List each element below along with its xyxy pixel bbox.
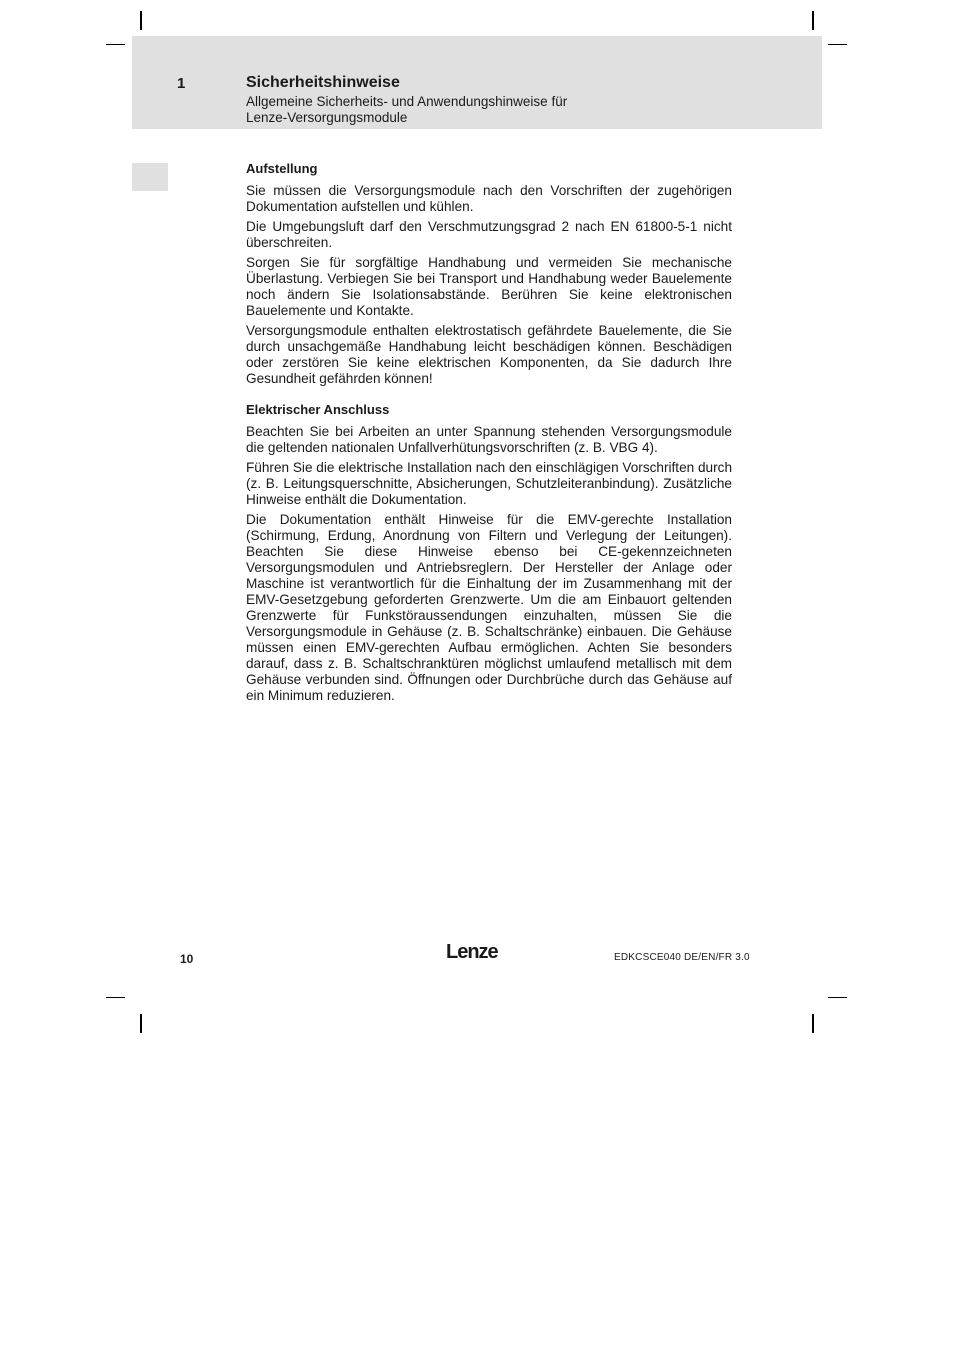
paragraph: Versorgungsmodule enthalten elektrostatisch gefährdete Bauelemente, die Sie durch unsachgemäße Handhabung leicht beschädigen können. Beschädigen oder zerstören Sie keine elektrischen Komponenten, da Sie dadurch Ihre Gesundheit gefährden können! — [246, 323, 732, 386]
crop-mark — [106, 997, 125, 998]
chapter-number: 1 — [177, 75, 186, 92]
paragraph: Beachten Sie bei Arbeiten an unter Spannung stehenden Versorgungsmodule die geltenden nationalen Unfallverhütungsvorschriften (z. B. VBG 4). — [246, 424, 732, 455]
chapter-tab-marker — [132, 163, 168, 191]
paragraph: Die Umgebungsluft darf den Verschmutzungsgrad 2 nach EN 61800-5-1 nicht überschreiten. — [246, 219, 732, 250]
crop-mark — [828, 44, 847, 45]
chapter-title: Sicherheitshinweise — [246, 74, 400, 91]
paragraph: Die Dokumentation enthält Hinweise für die EMV-gerechte Installation (Schirmung, Erdung, Anordnung von Filtern und Verlegung der Leitungen). Beachten Sie diese Hinweise ebenso bei CE-gekennzeichneten Versorgungsmodulen und Antriebsreglern. Der Hersteller der Anlage oder Maschine ist verantwortlich für die Einhaltung der im Zusammenhang mit der EMV-Gesetzgebung geforderten Grenzwerte. Um die am Einbauort geltenden Grenzwerte für Funkstöraussendungen einzuhalten, müssen Sie die Versorgungsmodule in Gehäuse (z. B. Schaltschränke) einbauen. Die Gehäuse müssen einen EMV-gerechten Aufbau ermöglichen. Achten Sie besonders darauf, dass z. B. Schaltschranktüren möglichst umlaufend metallisch mit dem Gehäuse verbunden sind. Öffnungen oder Durchbrüche durch das Gehäuse auf ein Minimum reduzieren. — [246, 512, 732, 703]
chapter-subtitle-line: Allgemeine Sicherheits- und Anwendungshinweise für — [246, 94, 568, 109]
chapter-subtitle — [246, 94, 666, 126]
section-heading-elektrischer-anschluss: Elektrischer Anschluss — [246, 402, 390, 417]
paragraph: Führen Sie die elektrische Installation nach den einschlägigen Vorschriften durch (z. B. Leitungsquerschnitte, Absicherungen, Schutzleiteranbindung). Zusätzliche Hinweise enthält die Dokumentation. — [246, 460, 732, 507]
crop-mark — [812, 11, 814, 30]
crop-mark — [828, 997, 847, 998]
section-heading-aufstellung: Aufstellung — [246, 161, 318, 176]
crop-mark — [106, 44, 125, 45]
chapter-subtitle-line: Lenze-Versorgungsmodule — [246, 110, 408, 125]
crop-mark — [140, 11, 142, 30]
page-number: 10 — [180, 952, 194, 966]
crop-mark — [140, 1014, 142, 1033]
page-content — [246, 160, 732, 708]
paragraph: Sie müssen die Versorgungsmodule nach den Vorschriften der zugehörigen Dokumentation aufstellen und kühlen. — [246, 183, 732, 214]
paragraph: Sorgen Sie für sorgfältige Handhabung und vermeiden Sie mechanische Überlastung. Verbiegen Sie bei Transport und Handhabung weder Bauelemente noch ändern Sie Isolationsabstände. Berühren Sie keine elektronischen Bauelemente und Kontakte. — [246, 255, 732, 318]
document-id: EDKCSCE040 DE/EN/FR 3.0 — [614, 952, 750, 963]
crop-mark — [812, 1014, 814, 1033]
lenze-logo: Lenze — [446, 941, 498, 963]
